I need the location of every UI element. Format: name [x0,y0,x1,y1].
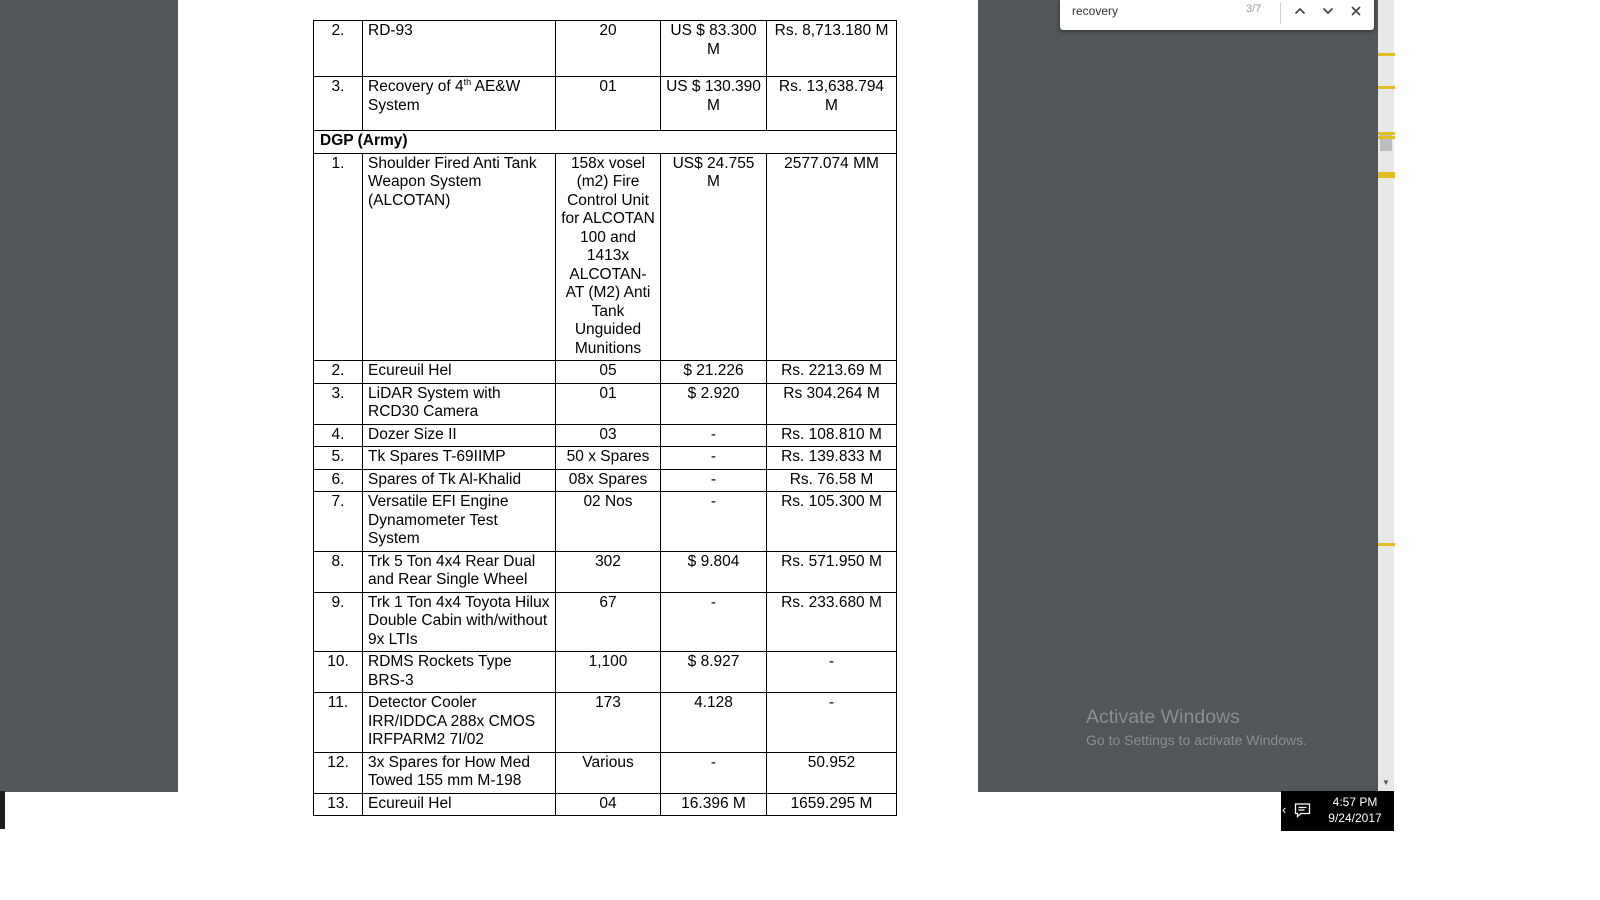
serial-cell: 3. [314,77,363,131]
find-divider [1280,2,1281,24]
item-cell [363,77,556,131]
serial-cell: 9. [314,592,363,652]
pkr-cost-cell: Rs. 139.833 M [767,447,897,470]
usd-cost-cell: US$ 24.755 M [661,153,767,361]
serial-cell: 2. [314,361,363,384]
procurement-table [313,20,897,816]
serial-cell: 3. [314,383,363,424]
table-row [314,361,897,384]
watermark-title: Activate Windows [1086,706,1240,728]
serial-cell: 12. [314,752,363,793]
pkr-cost-cell: Rs. 233.680 M [767,592,897,652]
serial-cell: 10. [314,652,363,693]
pkr-cost-cell: Rs. 2213.69 M [767,361,897,384]
quantity-cell: 01 [556,77,661,131]
watermark-subtitle: Go to Settings to activate Windows. [1086,732,1307,748]
table-row [314,752,897,793]
usd-cost-cell: - [661,592,767,652]
usd-cost-cell: - [661,752,767,793]
item-cell: RDMS Rockets Type BRS-3 [363,652,556,693]
item-cell: Ecureuil Hel [363,361,556,384]
item-cell: 3x Spares for How Med Towed 155 mm M-198 [363,752,556,793]
item-cell: Versatile EFI Engine Dynamometer Test System [363,492,556,552]
item-cell: Trk 5 Ton 4x4 Rear Dual and Rear Single Wheel [363,551,556,592]
quantity-cell: 01 [556,383,661,424]
item-cell: LiDAR System with RCD30 Camera [363,383,556,424]
quantity-cell: 50 x Spares [556,447,661,470]
table-row [314,424,897,447]
pkr-cost-cell: Rs. 571.950 M [767,551,897,592]
item-text: Recovery of 4 [368,78,464,95]
close-icon [1349,4,1363,18]
item-cell: Tk Spares T-69IIMP [363,447,556,470]
table-row [314,153,897,361]
find-input[interactable] [1072,2,1272,20]
item-cell: Shoulder Fired Anti Tank Weapon System (ALCOTAN) [363,153,556,361]
clock[interactable] [1319,794,1391,826]
table-row [314,693,897,753]
item-cell: Spares of Tk Al-Khalid [363,469,556,492]
pkr-cost-cell: 1659.295 M [767,793,897,816]
activate-windows-watermark [1086,705,1307,749]
pkr-cost-cell: - [767,693,897,753]
ordinal-suffix: th [463,76,472,87]
usd-cost-cell: 16.396 M [661,793,767,816]
usd-cost-cell: - [661,447,767,470]
serial-cell: 2. [314,21,363,77]
clock-date: 9/24/2017 [1328,811,1382,825]
quantity-cell: 04 [556,793,661,816]
item-cell: Dozer Size II [363,424,556,447]
table-row [314,21,897,77]
usd-cost-cell: - [661,492,767,552]
find-match-marker [1378,175,1395,178]
quantity-cell: 1,100 [556,652,661,693]
pkr-cost-cell: 2577.074 MM [767,153,897,361]
table-row [314,447,897,470]
serial-cell: 13. [314,793,363,816]
pkr-cost-cell: Rs. 13,638.794 M [767,77,897,131]
quantity-cell: 03 [556,424,661,447]
serial-cell: 1. [314,153,363,361]
serial-cell: 5. [314,447,363,470]
usd-cost-cell: - [661,424,767,447]
table-row [314,77,897,131]
quantity-cell: 173 [556,693,661,753]
usd-cost-cell: $ 8.927 [661,652,767,693]
find-match-marker [1378,53,1395,56]
quantity-cell: 02 Nos [556,492,661,552]
find-match-marker [1378,543,1395,546]
clock-time: 4:57 PM [1332,795,1378,809]
find-match-marker [1378,132,1395,135]
scroll-down-arrow[interactable]: ▼ [1382,778,1390,787]
pkr-cost-cell: Rs. 76.58 M [767,469,897,492]
item-cell: RD-93 [363,21,556,77]
section-header: DGP (Army) [314,131,897,154]
find-next-button[interactable] [1315,0,1341,22]
serial-cell: 8. [314,551,363,592]
table-row [314,592,897,652]
quantity-cell: 05 [556,361,661,384]
chevron-up-icon [1293,4,1307,18]
find-match-count: 3/7 [1246,3,1262,15]
find-match-marker [1378,86,1395,89]
table-row [314,793,897,816]
table-row [314,551,897,592]
table-row [314,383,897,424]
chevron-down-icon [1321,4,1335,18]
serial-cell: 11. [314,693,363,753]
usd-cost-cell: - [661,469,767,492]
find-match-marker [1378,136,1395,139]
section-header-row [314,131,897,154]
usd-cost-cell: US $ 83.300 M [661,21,767,77]
table-row [314,492,897,552]
system-tray [1281,791,1394,831]
serial-cell: 7. [314,492,363,552]
pkr-cost-cell: Rs. 8,713.180 M [767,21,897,77]
table-row [314,652,897,693]
find-close-button[interactable] [1343,0,1369,22]
usd-cost-cell: 4.128 [661,693,767,753]
message-icon[interactable] [1294,802,1311,819]
item-cell: Ecureuil Hel [363,793,556,816]
pkr-cost-cell: Rs 304.264 M [767,383,897,424]
quantity-cell: 08x Spares [556,469,661,492]
taskbar-edge [0,791,5,829]
pkr-cost-cell: Rs. 105.300 M [767,492,897,552]
serial-cell: 4. [314,424,363,447]
quantity-cell: Various [556,752,661,793]
quantity-cell: 20 [556,21,661,77]
serial-cell: 6. [314,469,363,492]
usd-cost-cell: $ 21.226 [661,361,767,384]
item-cell: Trk 1 Ton 4x4 Toyota Hilux Double Cabin with/without 9x LTIs [363,592,556,652]
table-row [314,469,897,492]
usd-cost-cell: $ 2.920 [661,383,767,424]
pkr-cost-cell: 50.952 [767,752,897,793]
usd-cost-cell: US $ 130.390 M [661,77,767,131]
pdf-page [178,0,978,812]
usd-cost-cell: $ 9.804 [661,551,767,592]
item-text: AE&W System [368,78,521,114]
pkr-cost-cell: Rs. 108.810 M [767,424,897,447]
vertical-scrollbar[interactable] [1378,0,1394,792]
quantity-cell: 302 [556,551,661,592]
item-cell: Detector Cooler IRR/IDDCA 288x CMOS IRFPARM2 7I/02 [363,693,556,753]
pkr-cost-cell: - [767,652,897,693]
find-previous-button[interactable] [1287,0,1313,22]
quantity-cell: 67 [556,592,661,652]
quantity-cell: 158x vosel (m2) Fire Control Unit for ALCOTAN 100 and 1413x ALCOTAN-AT (M2) Anti Tank Unguided Munitions [556,153,661,361]
chevron-left-icon[interactable]: ‹ [1282,802,1287,817]
